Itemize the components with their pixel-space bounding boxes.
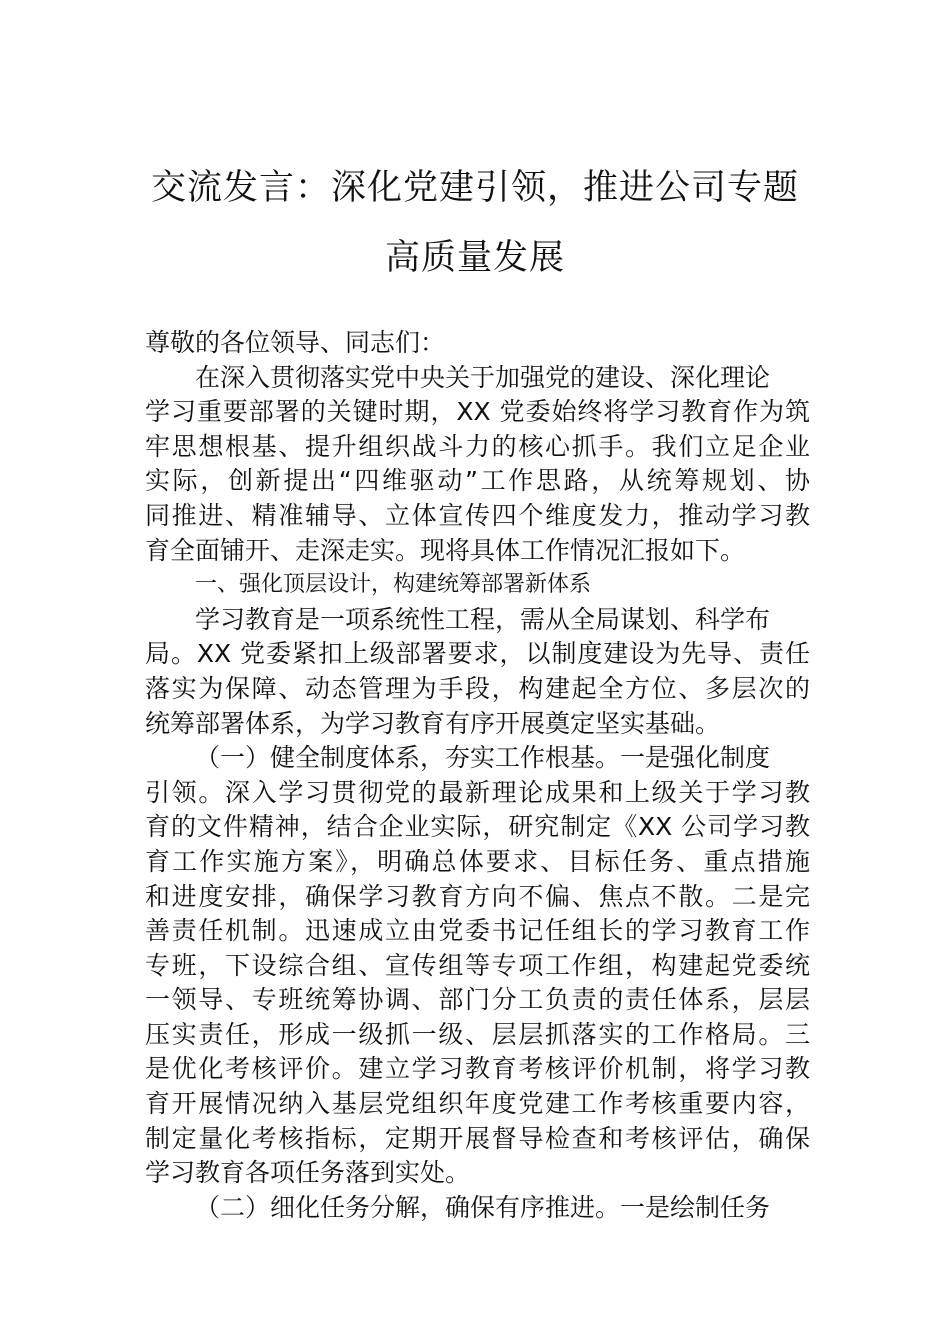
paragraph-line: 落实为保障、动态管理为手段，构建起全方位、多层次的 xyxy=(145,673,810,703)
paragraph-line: 牢思想根基、提升组织战斗力的核心抓手。我们立足企业 xyxy=(145,431,810,461)
document-title-line-2: 高质量发展 xyxy=(384,238,565,278)
paragraph-line: 实际，创新提出“四维驱动”工作思路，从统筹规划、协 xyxy=(145,466,810,496)
paragraph-line: 育全面铺开、走深走实。现将具体工作情况汇报如下。 xyxy=(145,535,746,565)
paragraph-line: 同推进、精准辅导、立体宣传四个维度发力，推动学习教 xyxy=(145,500,810,530)
paragraph-line: （一）健全制度体系，夯实工作根基。一是强化制度 xyxy=(195,743,771,773)
paragraph-line: 引领。深入学习贯彻党的最新理论成果和上级关于学习教 xyxy=(145,777,810,807)
paragraph-line: 学习教育是一项系统性工程，需从全局谋划、科学布 xyxy=(195,604,771,634)
paragraph-line: 善责任机制。迅速成立由党委书记任组长的学习教育工作 xyxy=(145,916,810,946)
paragraph-line: 统筹部署体系，为学习教育有序开展奠定坚实基础。 xyxy=(145,708,721,738)
paragraph-line: 局。XX 党委紧扣上级部署要求，以制度建设为先导、责任 xyxy=(145,639,810,669)
paragraph-line: 专班，下设综合组、宣传组等专项工作组，构建起党委统 xyxy=(145,950,810,980)
paragraph-line: 育工作实施方案》，明确总体要求、目标任务、重点措施 xyxy=(145,846,810,876)
section-heading: 一、强化顶层设计，构建统筹部署新体系 xyxy=(195,572,592,598)
document-title-line-1: 交流发言：深化党建引领，推进公司专题 xyxy=(150,168,799,208)
greeting: 尊敬的各位领导、同志们： xyxy=(145,328,446,357)
paragraph-line: 在深入贯彻落实党中央关于加强党的建设、深化理论 xyxy=(195,362,771,392)
paragraph-line: 育的文件精神，结合企业实际，研究制定《XX 公司学习教 xyxy=(145,812,810,842)
document-body xyxy=(145,326,810,1225)
paragraph-line: 一领导、专班统筹协调、部门分工负责的责任体系，层层 xyxy=(145,985,810,1015)
paragraph-line: 学习重要部署的关键时期，XX 党委始终将学习教育作为筑 xyxy=(145,397,810,427)
paragraph-line: 和进度安排，确保学习教育方向不偏、焦点不散。二是完 xyxy=(145,881,810,911)
paragraph-line: 育开展情况纳入基层党组织年度党建工作考核重要内容， xyxy=(145,1089,810,1119)
paragraph-line: 学习教育各项任务落到实处。 xyxy=(145,1158,471,1188)
paragraph-line: 是优化考核评价。建立学习教育考核评价机制，将学习教 xyxy=(145,1054,810,1084)
paragraph-line: 压实责任，形成一级抓一级、层层抓落实的工作格局。三 xyxy=(145,1019,810,1049)
paragraph-line: 制定量化考核指标，定期开展督导检查和考核评估，确保 xyxy=(145,1123,810,1153)
paragraph-line: （二）细化任务分解，确保有序推进。一是绘制任务 xyxy=(195,1192,771,1222)
